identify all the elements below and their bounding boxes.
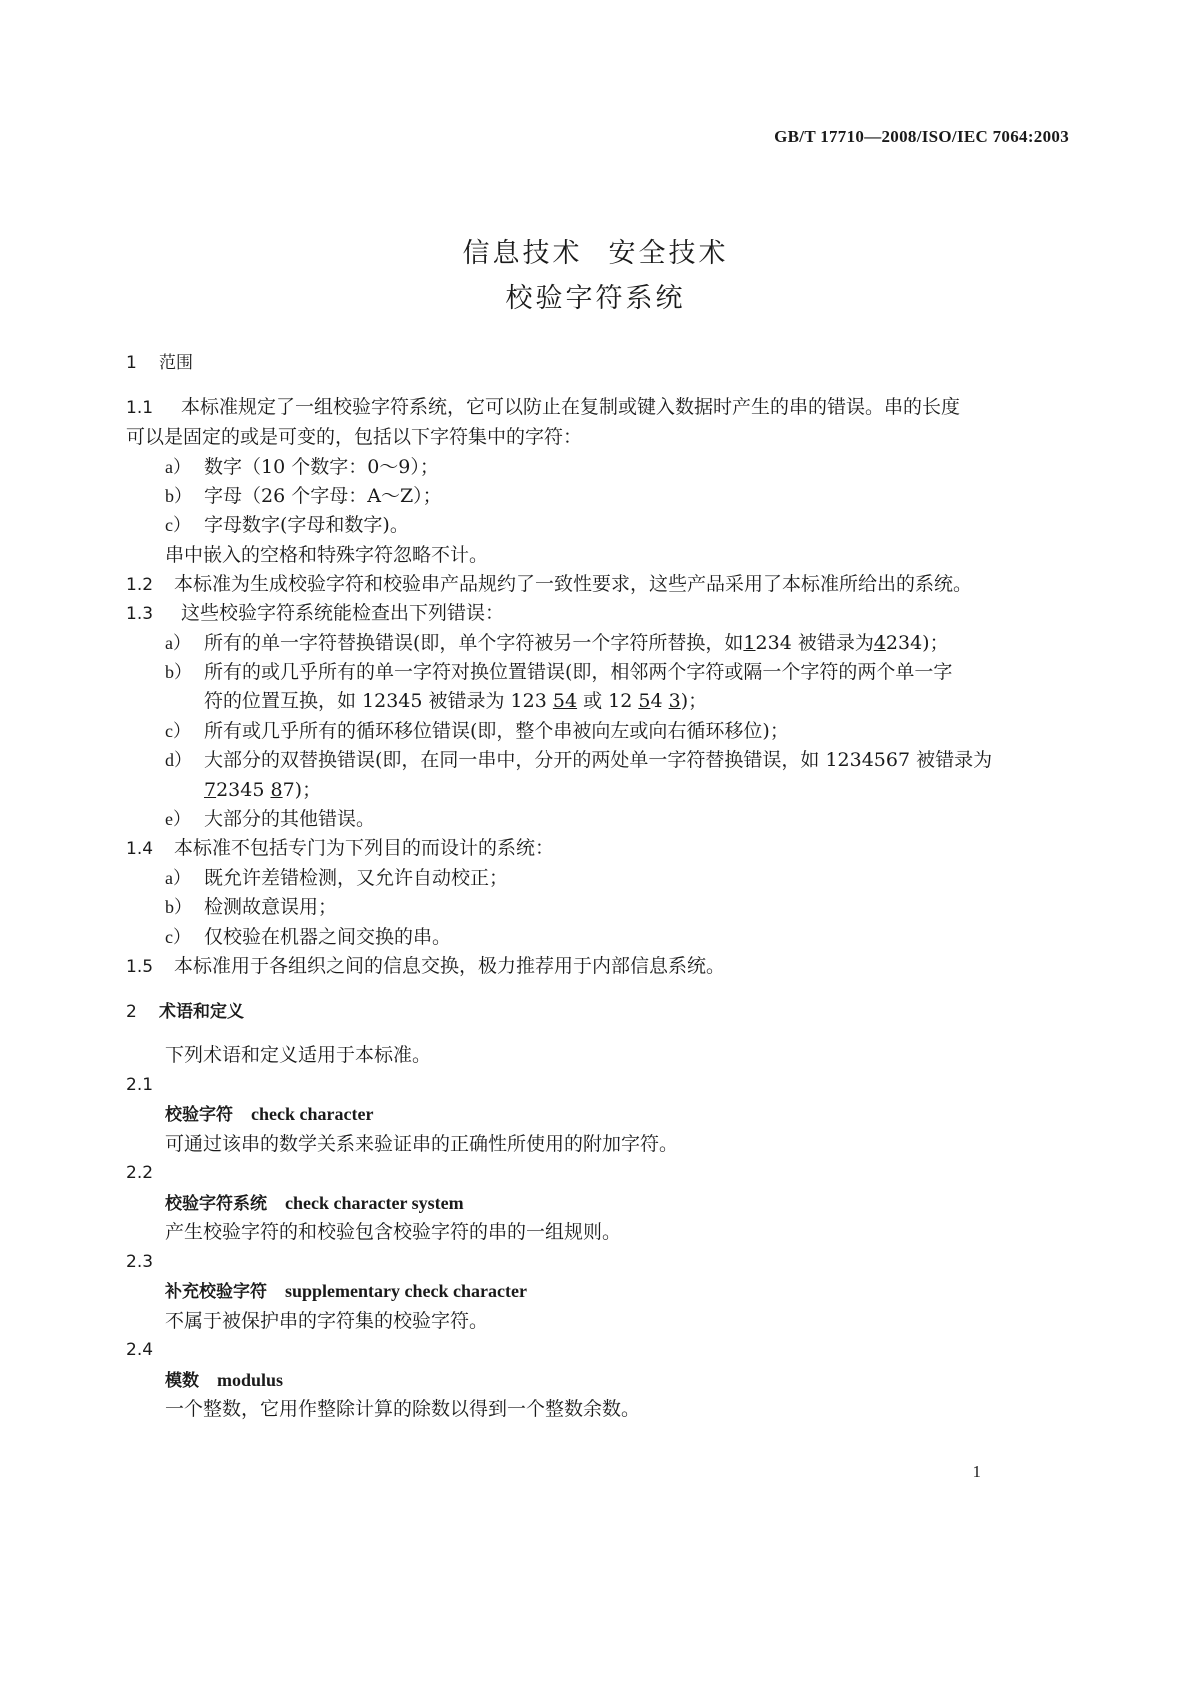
clause-1-4: 1.4 本标准不包括专门为下列目的而设计的系统：	[126, 837, 555, 859]
list-item: c） 字母数字(字母和数字)。	[165, 514, 409, 536]
list-item: a） 所有的单一字符替换错误(即，单个字符被另一个字符所替换，如1234 被错录为4234)；	[165, 632, 949, 654]
list-item: e） 大部分的其他错误。	[165, 808, 376, 830]
list-item-continuation: 72345 87)；	[204, 779, 322, 801]
list-item: b） 所有的或几乎所有的单一字符对换位置错误(即，相邻两个字符或隔一个字符的两个单一字	[165, 661, 953, 683]
standard-number: GB/T 17710—2008/ISO/IEC 7064:2003	[774, 127, 1069, 146]
clause-1-5: 1.5 本标准用于各组织之间的信息交换，极力推荐用于内部信息系统。	[126, 955, 726, 977]
list-item: d） 大部分的双替换错误(即，在同一串中，分开的两处单一字符替换错误，如 1234567 被错录为	[165, 749, 993, 771]
list-item: c） 所有或几乎所有的循环移位错误(即，整个串被向左或向右循环移位)；	[165, 720, 789, 742]
section-2-intro: 下列术语和定义适用于本标准。	[165, 1044, 432, 1066]
list-item: c） 仅校验在机器之间交换的串。	[165, 926, 452, 948]
title-part-1: 信息技术	[462, 238, 583, 269]
section-2-heading: 2 术语和定义	[126, 1002, 244, 1022]
term-number: 2.4	[126, 1340, 154, 1360]
list-item: b） 字母（26 个字母：A～Z）；	[165, 485, 442, 507]
term-number: 2.2	[126, 1163, 154, 1183]
term-number: 2.1	[126, 1075, 154, 1095]
clause-1-3: 1.3 这些校验字符系统能检查出下列错误：	[126, 602, 505, 624]
clause-1-1-note: 串中嵌入的空格和特殊字符忽略不计。	[165, 544, 489, 566]
term-heading: 校验字符 check character	[165, 1104, 374, 1125]
term-heading: 补充校验字符 supplementary check character	[165, 1281, 527, 1302]
clause-1-1-line-2: 可以是固定的或是可变的，包括以下字符集中的字符：	[126, 426, 583, 448]
list-item: a） 数字（10 个数字：0～9）；	[165, 456, 439, 478]
page-number: 1	[972, 1462, 981, 1481]
term-heading: 校验字符系统 check character system	[165, 1193, 464, 1214]
clause-1-2: 1.2 本标准为生成校验字符和校验串产品规约了一致性要求，这些产品采用了本标准所给出的系统。	[126, 573, 973, 595]
term-definition: 一个整数，它用作整除计算的除数以得到一个整数余数。	[165, 1398, 641, 1420]
title-part-2: 安全技术	[608, 238, 729, 269]
term-definition: 不属于被保护串的字符集的校验字符。	[165, 1310, 489, 1332]
list-item: b） 检测故意误用；	[165, 896, 338, 918]
section-1-heading: 1 范围	[126, 353, 193, 373]
clause-1-1-line-1: 1.1 本标准规定了一组校验字符系统，它可以防止在复制或键入数据时产生的串的错误。串的长度	[126, 396, 961, 418]
title-line-2: 校验字符系统	[505, 283, 686, 314]
title-line-1	[0, 231, 1191, 270]
term-definition: 产生校验字符的和校验包含校验字符的串的一组规则。	[165, 1221, 622, 1243]
term-definition: 可通过该串的数学关系来验证串的正确性所使用的附加字符。	[165, 1133, 679, 1155]
term-heading: 模数 modulus	[165, 1370, 284, 1391]
list-item-continuation: 符的位置互换，如 12345 被错录为 123 54 或 12 54 3)；	[204, 690, 708, 712]
list-item: a） 既允许差错检测，又允许自动校正；	[165, 867, 509, 889]
term-number: 2.3	[126, 1252, 154, 1272]
